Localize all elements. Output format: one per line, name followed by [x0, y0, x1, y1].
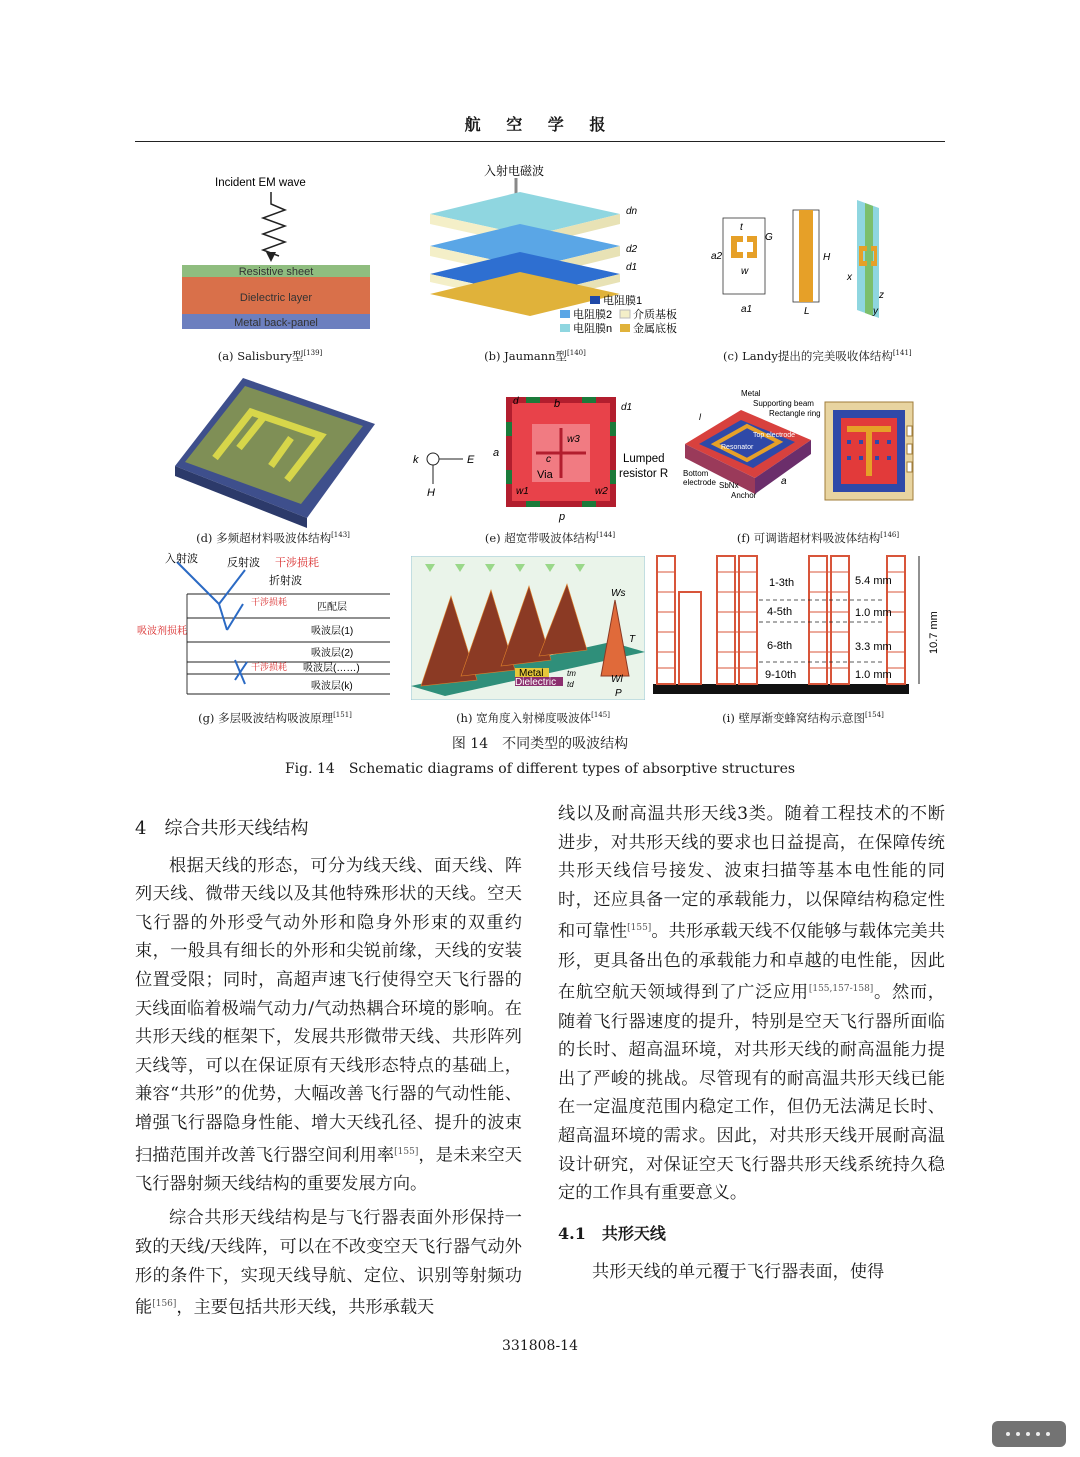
panel-g-lk: 吸波层(k) [311, 681, 353, 692]
panel-b-incident-label: 入射电磁波 [484, 164, 545, 178]
panel-h-T: T [629, 634, 636, 645]
figure-caption-en: Fig. 14 Schematic diagrams of different types of absorptive structures [284, 761, 796, 777]
panel-i-m4: 1.0 mm [855, 669, 892, 681]
panel-a-incident-label: Incident EM wave [215, 177, 306, 189]
panel-f-anchor: Anchor [731, 491, 757, 500]
panel-i-r4: 9-10th [765, 669, 797, 681]
panel-e-caption: (e) 超宽带吸波体结构[144] [484, 531, 616, 545]
dot-icon [1026, 1432, 1030, 1436]
panel-e-w1: w1 [516, 486, 529, 497]
dot-icon [1036, 1432, 1040, 1436]
panel-f-tunable [681, 390, 945, 510]
panel-b-jaumann [420, 162, 700, 342]
panel-e-p: p [559, 511, 566, 523]
panel-f-sbn: SbNx [719, 481, 739, 490]
panel-e-ultrawideband [409, 374, 679, 524]
panel-g-interf3: 干涉损耗 [251, 662, 288, 672]
panel-c-a1: a1 [741, 304, 753, 315]
panel-c-z: z [879, 290, 884, 301]
panel-a-caption: (a) Salisbury型[139] [217, 349, 323, 363]
panel-g-absorb: 吸波剂损耗 [137, 626, 187, 637]
panel-h-caption: (h) 宽角度入射梯度吸波体[145] [456, 711, 610, 725]
panel-e-d: d [513, 396, 519, 407]
panel-b-legend-2: 电阻膜2 [573, 309, 613, 321]
panel-f-res: Resonator [721, 444, 754, 451]
panel-h-wl: Wl [611, 674, 623, 685]
panel-h-dielectric: Dielectric [515, 677, 557, 688]
panel-c-x: x [847, 272, 852, 283]
panel-a-layer3: Metal back-panel [234, 317, 318, 329]
panel-f-bottom: Bottom [683, 469, 709, 478]
panel-c-G: G [765, 232, 773, 243]
panel-h-gradient [411, 556, 645, 700]
panel-f-a: a [781, 476, 787, 487]
panel-c-landy [707, 196, 917, 326]
panel-e-w2: w2 [595, 486, 608, 497]
paragraph-4: 共形天线的单元覆于飞行器表面，使得 [592, 1262, 885, 1283]
panel-c-H: H [823, 252, 831, 263]
figure-caption-cn: 图 14 不同类型的吸波结构 [451, 736, 629, 752]
section-title: 4 综合共形天线结构 [135, 818, 309, 839]
header-rule [135, 141, 945, 142]
panel-i-m1: 5.4 mm [855, 575, 892, 587]
panel-d-multiband [175, 378, 375, 528]
panel-b-legend-4: 电阻膜n [573, 323, 613, 335]
panel-i-m2: 1.0 mm [855, 607, 892, 619]
panel-e-lumped: Lumped [623, 453, 665, 465]
panel-g-caption: (g) 多层吸波结构吸波原理[151] [198, 711, 352, 725]
panel-i-caption: (i) 壁厚渐变蜂窝结构示意图[154] [722, 711, 884, 725]
panel-h-metal: Metal [519, 668, 544, 679]
panel-g-refract: 折射波 [269, 575, 302, 587]
panel-c-t: t [740, 222, 743, 233]
panel-b-legend-5: 金属底板 [633, 323, 677, 335]
panel-g-match: 匹配层 [317, 602, 347, 613]
panel-c-a2: a2 [711, 251, 723, 262]
panel-i-m3: 3.3 mm [855, 641, 892, 653]
panel-e-E: E [467, 454, 475, 466]
panel-g-incident: 入射波 [165, 553, 198, 565]
panel-g-multilayer [135, 550, 390, 708]
panel-h-P: P [615, 688, 622, 699]
panel-a-layer1: Resistive sheet [238, 266, 314, 278]
panel-e-d1: d1 [621, 402, 633, 413]
panel-f-beam: Supporting beam [753, 399, 814, 408]
panel-h-ws: Ws [611, 588, 626, 599]
panel-c-y: y [873, 306, 878, 317]
panel-e-H: H [427, 487, 435, 499]
panel-f-caption: (f) 可调谐超材料吸波体结构[146] [736, 531, 900, 545]
panel-b-caption: (b) Jaumann型[140] [484, 349, 586, 363]
dot-icon [1046, 1432, 1050, 1436]
panel-b-d1: d1 [626, 262, 638, 273]
journal-header: 航 空 学 报 [464, 115, 616, 134]
panel-h-td: td [567, 680, 574, 689]
viewer-more-button[interactable] [992, 1421, 1066, 1447]
panel-e-b: b [554, 398, 561, 410]
right-column [558, 800, 945, 1287]
panel-e-a: a [493, 447, 500, 459]
panel-g-l3: 吸波层(……) [303, 663, 360, 674]
panel-c-L: L [804, 306, 810, 317]
panel-i-r3: 6-8th [767, 640, 793, 652]
figure-14 [135, 158, 945, 770]
panel-a-salisbury [175, 170, 375, 340]
panel-c-caption: (c) Landy提出的完美吸收体结构[141] [723, 349, 912, 363]
panel-f-l: l [699, 412, 701, 422]
paragraph-1: 根据天线的形态，可分为线天线、面天线、阵列天线、微带天线以及其他特殊形状的天线。空天飞行器的外形受气动外形和隐身外形束的双重约束，一般具有细长的外形和尖锐前缘，天线的安装位置受限；同时，高超声速飞行使得空天飞行器的天线面临着极端气动力/气动热耦合环境的影响。在共形天线的框架下，发展共形微带天线、共形阵列天线等，可以在保证原有天线形态特点的基础上，兼容“共形”的优势，大幅改善飞行器的气动性能、增强飞行器隐身性能、增大天线孔径、提升的波束扫描范围并改善飞行器空间利用率[155]，是未来空天飞行器射频天线结构的重要发展方向。 [135, 855, 522, 1194]
paragraph-3: 线以及耐高温共形天线3类。随着工程技术的不断进步，对共形天线的要求也日益提高，在保障传统共形天线信号接发、波束扫描等基本电性能的同时，还应具备一定的承载能力，以保障结构稳定性和可靠性[155]。共形承载天线不仅能够与载体完美共形，更具备出色的承载能力和卓越的电性能，因此在航空航天领域得到了广泛应用[155,157-158]。然而，随着飞行器速度的提升，特别是空天飞行器所面临的长时、超高温环境，对共形天线的耐高温能力提出了严峻的挑战。尽管现有的耐高温共形天线已能在一定温度范围内稳定工作，但仍无法满足长时、超高温环境的需求。因此，对共形天线开展耐高温设计研究，对保证空天飞行器共形天线系统持久稳定的工作具有重要意义。 [558, 804, 945, 1204]
panel-f-metal: Metal [741, 390, 761, 398]
panel-b-legend-3: 介质基板 [633, 309, 677, 321]
panel-i-r2: 4-5th [767, 606, 793, 618]
subsection-title: 4.1 共形天线 [558, 1223, 666, 1243]
panel-g-l1: 吸波层(1) [311, 626, 354, 637]
panel-g-l2: 吸波层(2) [311, 648, 354, 659]
panel-g-interf: 干涉损耗 [275, 557, 319, 569]
panel-i-r1: 1-3th [769, 577, 795, 589]
panel-d-caption: (d) 多频超材料吸波体结构[143] [196, 531, 350, 545]
panel-c-w: w [741, 266, 749, 277]
dot-icon [1016, 1432, 1020, 1436]
panel-e-k: k [413, 454, 419, 466]
panel-h-tm: tm [567, 669, 576, 678]
panel-g-reflect: 反射波 [227, 557, 260, 569]
panel-b-d2: d2 [626, 244, 638, 255]
panel-e-w3: w3 [567, 434, 580, 445]
panel-b-legend-1: 电阻膜1 [603, 295, 643, 307]
panel-g-interf2: 干涉损耗 [251, 597, 288, 607]
panel-f-top: Top electrode [753, 432, 796, 439]
panel-f-electrode: electrode [683, 478, 716, 487]
dot-icon [1006, 1432, 1010, 1436]
left-column [135, 815, 522, 1323]
panel-b-dn: dn [626, 206, 638, 217]
panel-i-honeycomb [649, 552, 945, 700]
panel-a-layer2: Dielectric layer [239, 292, 313, 304]
panel-f-ring: Rectangle ring [769, 409, 821, 418]
panel-e-via: Via [537, 469, 553, 481]
paragraph-2: 综合共形天线结构是与飞行器表面外形保持一致的天线/天线阵，可以在不改变空天飞行器气动外形的条件下，实现天线导航、定位、识别等射频功能[156]，主要包括共形天线，共形承载天 [135, 1208, 522, 1318]
page-number: 331808-14 [502, 1338, 578, 1354]
panel-i-total: 10.7 mm [928, 611, 940, 654]
panel-e-c: c [546, 454, 551, 465]
panel-e-resistor: resistor R [619, 468, 669, 480]
